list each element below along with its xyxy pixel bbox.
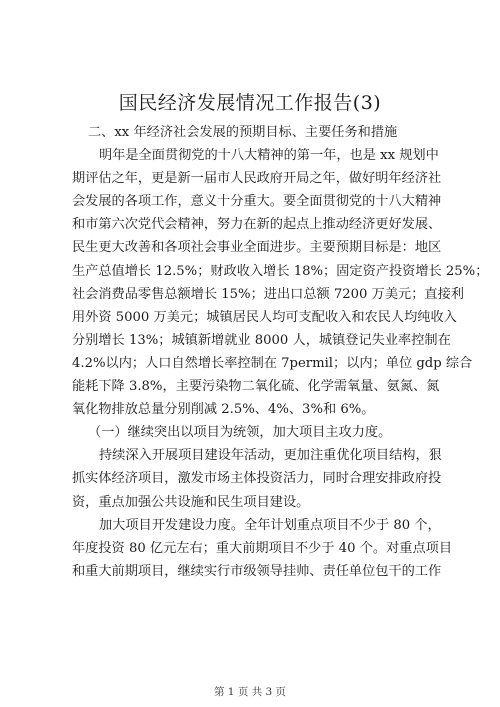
paragraph-line: 分别增长 13%；城镇新增就业 8000 人，城镇登记失业率控制在 bbox=[72, 332, 451, 348]
subsection-heading: （一）继续突出以项目为统领，加大项目主攻力度。 bbox=[88, 425, 392, 441]
paragraph-line: 民生更大改善和各项社会事业全面进步。主要预期目标是：地区 bbox=[72, 240, 442, 256]
paragraph-line: 资，重点加强公共设施和民生项目建设。 bbox=[72, 494, 310, 510]
page-footer: 第 1 页 共 3 页 bbox=[213, 686, 287, 698]
paragraph-line: 持续深入开展项目建设年活动，更加注重优化项目结构，狠 bbox=[99, 448, 442, 464]
document-title: 国民经济发展情况工作报告(3) bbox=[118, 92, 382, 114]
paragraph-line: 明年是全面贯彻党的十八大精神的第一年，也是 xx 规划中 bbox=[99, 148, 439, 164]
paragraph-line: 和市第六次党代会精神，努力在新的起点上推动经济更好发展、 bbox=[72, 217, 442, 233]
document-body bbox=[72, 121, 489, 583]
paragraph-line: 抓实体经济项目，激发市场主体投资活力，同时合理安排政府投 bbox=[72, 471, 442, 487]
paragraph-line: 和重大前期项目，继续实行市级领导挂帅、责任单位包干的工作 bbox=[72, 563, 442, 579]
section-heading: 二、xx 年经济社会发展的预期目标、主要任务和措施 bbox=[88, 125, 398, 140]
paragraph-line: 能耗下降 3.8%，主要污染物二氧化硫、化学需氧量、氨氮、氮 bbox=[72, 379, 440, 395]
paragraph-line: 4.2%以内；人口自然增长率控制在 7permil；以内；单位 gdp 综合 bbox=[72, 355, 473, 371]
paragraph-line: 生产总值增长 12.5%；财政收入增长 18%；固定资产投资增长 25%； bbox=[72, 263, 489, 279]
paragraph-line: 社会消费品零售总额增长 15%；进出口总额 7200 万美元；直接利 bbox=[72, 286, 464, 302]
paragraph-line: 期评估之年，更是新一届市人民政府开局之年，做好明年经济社 bbox=[72, 171, 442, 187]
paragraph-line: 加大项目开发建设力度。全年计划重点项目不少于 80 个， bbox=[99, 517, 441, 533]
paragraph-line: 氧化物排放总量分别削减 2.5%、4%、3%和 6%。 bbox=[72, 402, 375, 418]
paragraph-line: 用外资 5000 万美元；城镇居民人均可支配收入和农民人均纯收入 bbox=[72, 309, 457, 325]
paragraph-line: 年度投资 80 亿元左右；重大前期项目不少于 40 个。对重点项目 bbox=[72, 540, 453, 556]
paragraph-line: 会发展的各项工作，意义十分重大。要全面贯彻党的十八大精神 bbox=[72, 194, 442, 210]
